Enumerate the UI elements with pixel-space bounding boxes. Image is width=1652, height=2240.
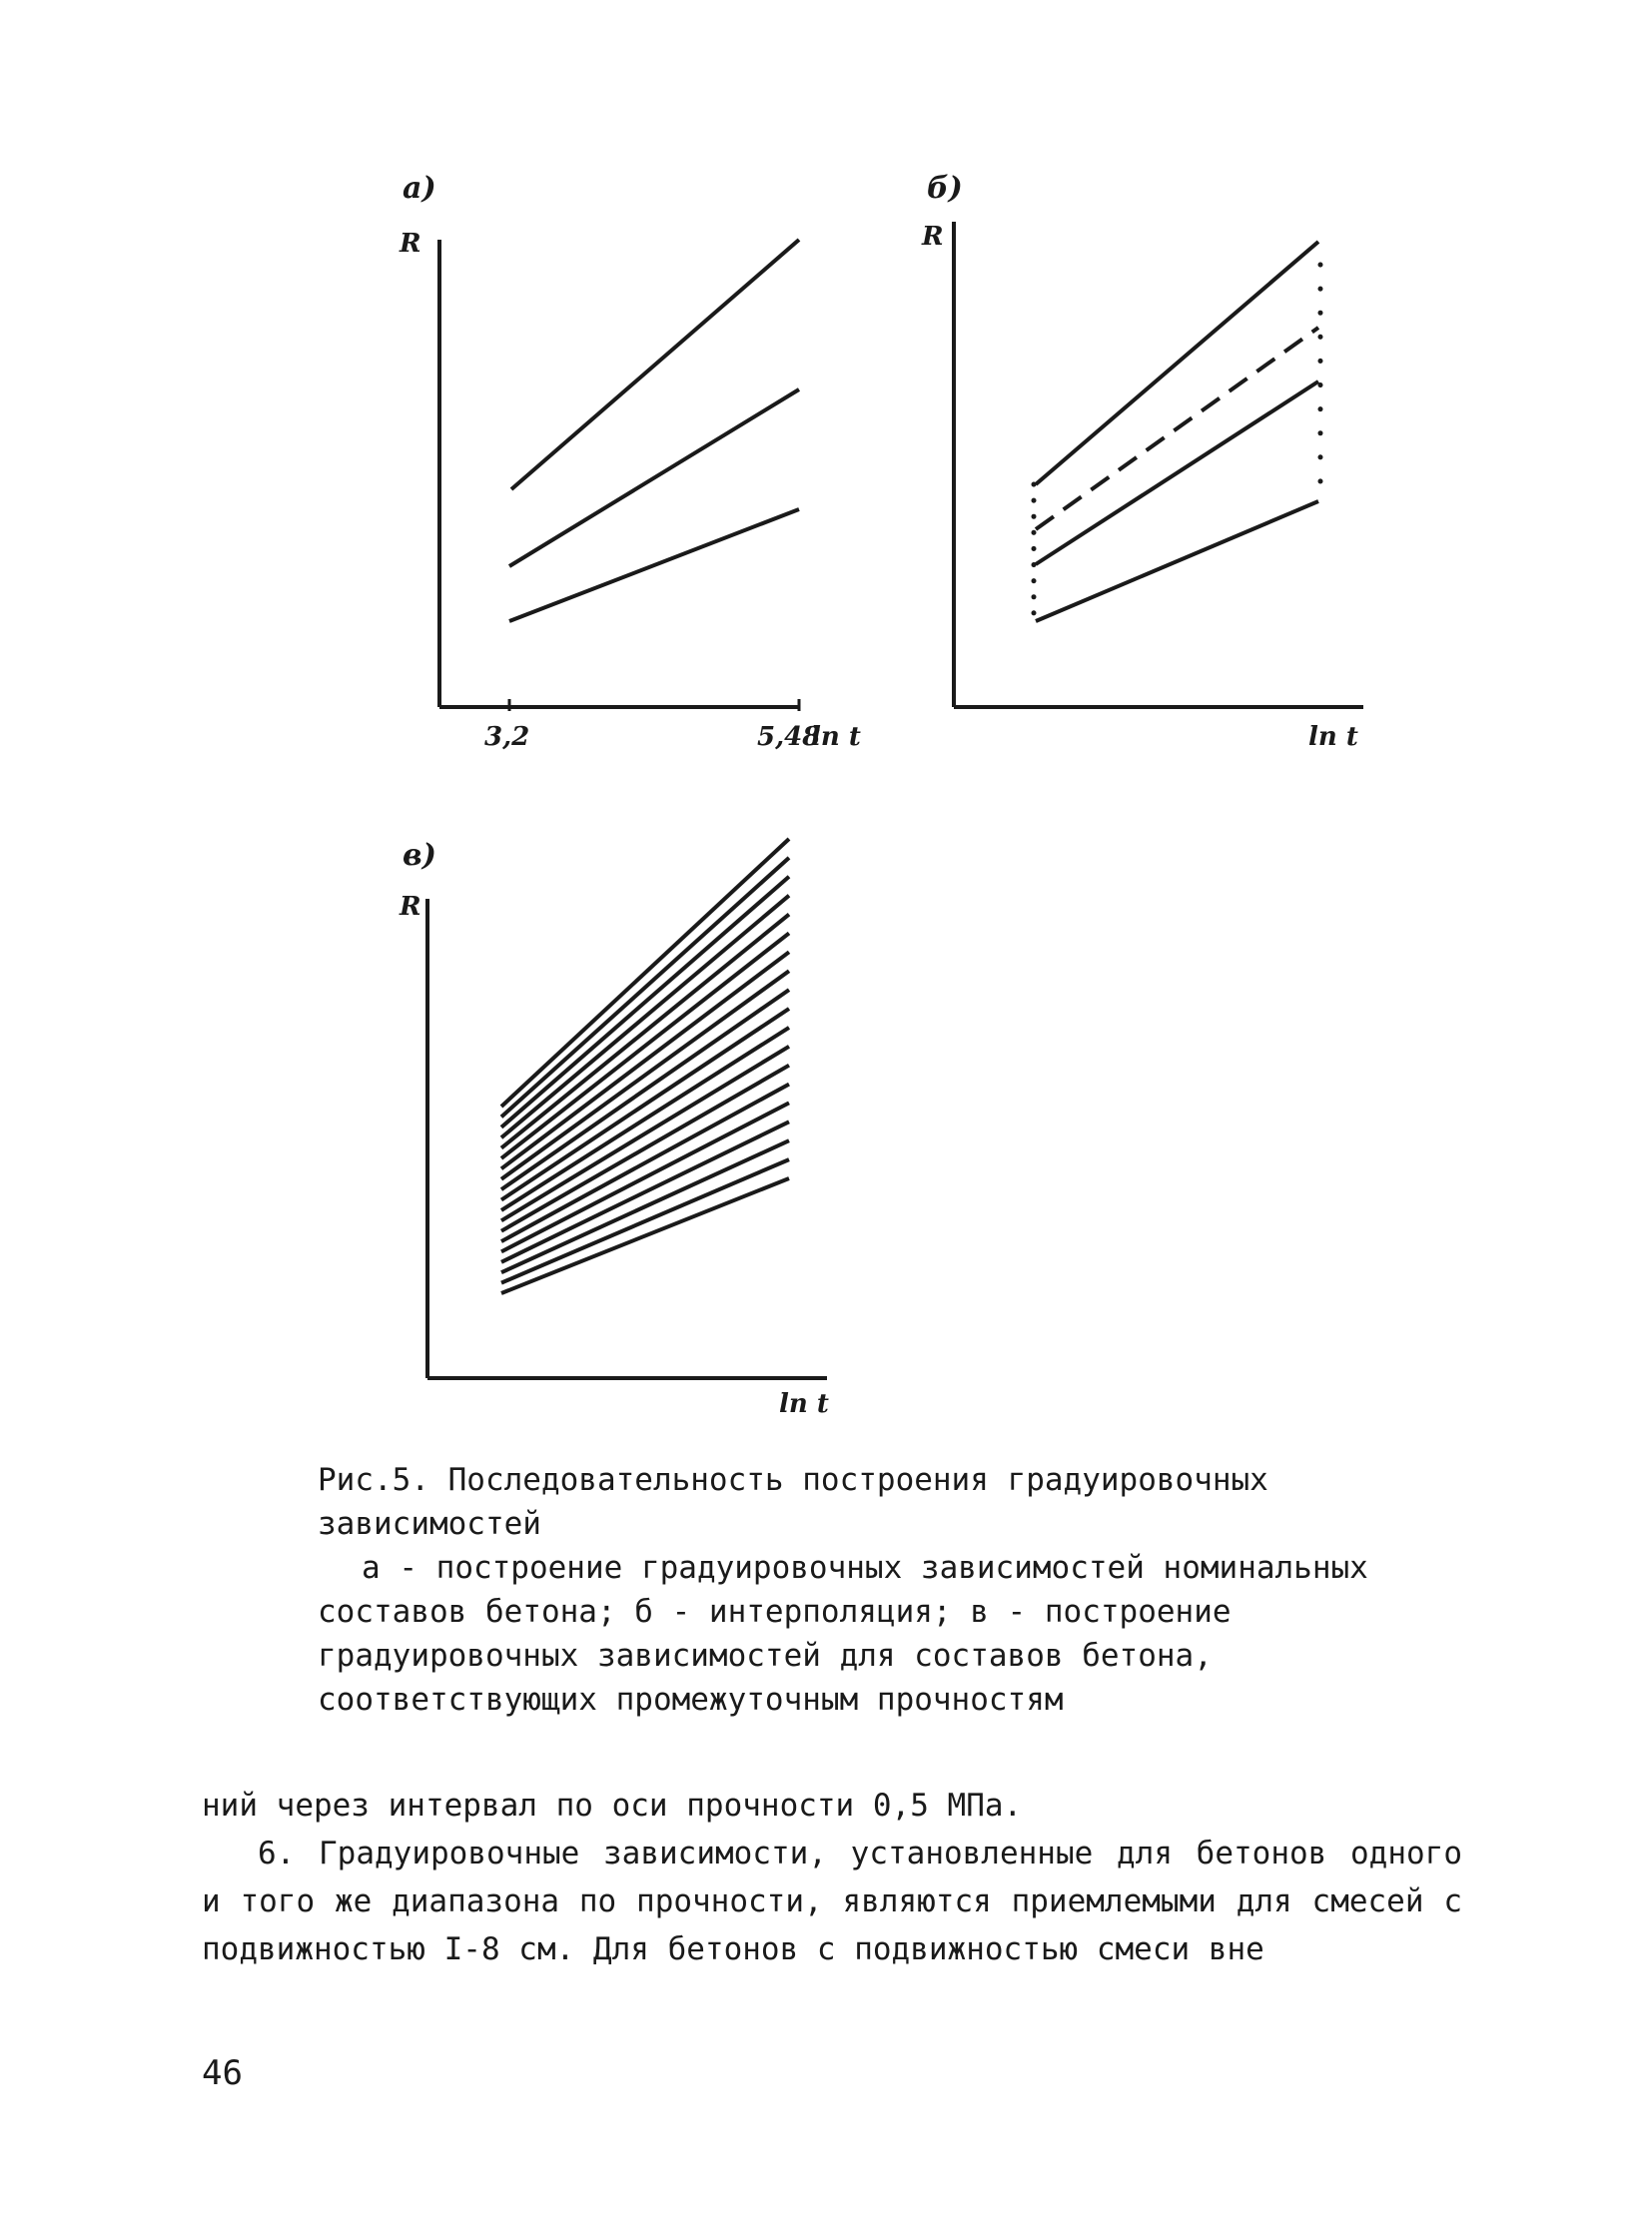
panel-b-line-mid [1036, 381, 1318, 564]
panel-b-y-label: R [922, 222, 944, 252]
panel-b-line-high [1036, 242, 1318, 484]
panel-v-line [501, 858, 789, 1118]
panel-a [399, 171, 861, 752]
panel-v-line-family [501, 839, 789, 1293]
panel-v-label: в) [403, 838, 436, 873]
panel-v-line [501, 1085, 789, 1242]
body-paragraph-6: 6. Градуировочные зависимости, установленные для бетонов одного и того же диапазона по прочности, являются приемлемыми для смесей с подвижностью I-8 см. Для бетонов с подвижностью смеси вне [202, 1836, 1462, 1967]
panel-v-line [501, 839, 789, 1107]
panel-v-line [501, 915, 789, 1148]
panel-a-x-tick-start: 3,2 [484, 722, 530, 752]
body-text [202, 1782, 1462, 1973]
panel-v-line [501, 1009, 789, 1200]
panel-b-label: б) [927, 171, 963, 206]
panel-b [921, 171, 1363, 752]
panel-a-x-tick-end: 5,48 [757, 722, 821, 752]
caption-legend: а - построение градуировочных зависимостей номинальных составов бетона; б - интерполяция; в - построение градуировочных зависимостей для составов бетона, соответствующих промежуточным прочностям [318, 1550, 1368, 1718]
panel-b-line-low [1036, 501, 1318, 621]
page-number: 46 [202, 2053, 243, 2093]
panel-b-x-label: ln t [1308, 722, 1358, 752]
panel-a-x-label: ln t [811, 722, 861, 752]
figure-caption [318, 1458, 1426, 1722]
panel-v-line [501, 896, 789, 1137]
panel-a-line-high [511, 240, 799, 489]
panel-v [399, 838, 829, 1419]
panel-v-line [501, 1121, 789, 1262]
panel-a-line-mid [509, 389, 799, 566]
caption-title: Рис.5. Последовательность построения градуировочных зависимостей [318, 1462, 1268, 1542]
body-line-1: ний через интервал по оси прочности 0,5 МПа. [202, 1788, 1023, 1824]
panel-v-x-label: ln t [779, 1389, 829, 1419]
panel-a-y-label: R [400, 229, 421, 259]
panel-a-line-low [509, 509, 799, 621]
panel-a-label: а) [403, 171, 436, 206]
panel-v-line [501, 1028, 789, 1210]
panel-b-line-interpolated [1036, 328, 1318, 529]
panel-v-line [501, 952, 789, 1168]
panel-v-y-label: R [400, 892, 421, 922]
